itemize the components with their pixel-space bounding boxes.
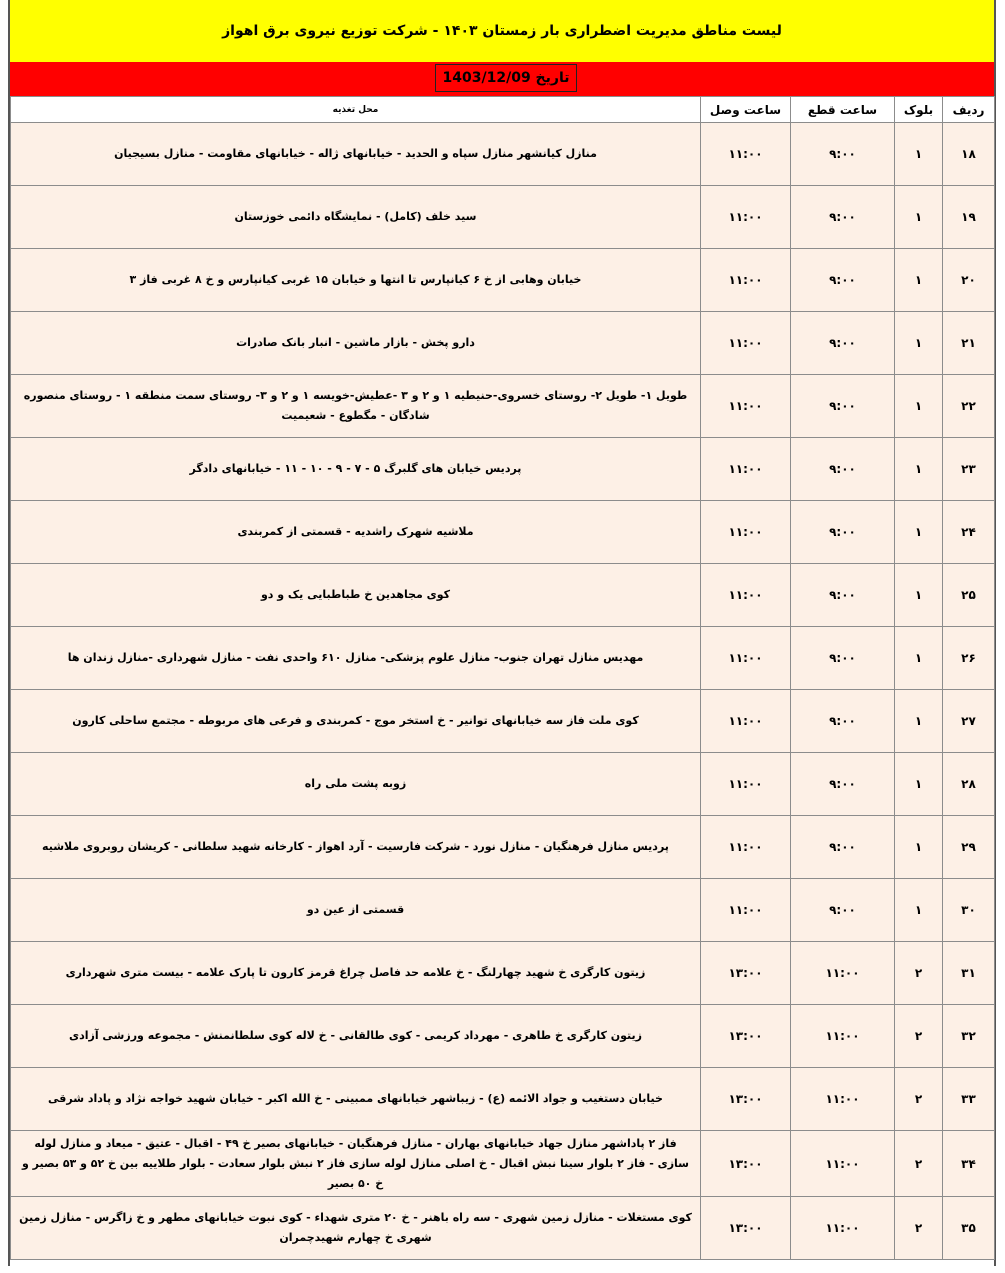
place-cell: کوی مجاهدین خ طباطبایی یک و دو bbox=[11, 564, 701, 627]
place-cell: قسمتی از عین دو bbox=[11, 879, 701, 942]
table-row bbox=[11, 375, 995, 438]
table-row bbox=[11, 564, 995, 627]
place-cell: سید خلف (کامل) - نمایشگاه دائمی خوزستان bbox=[11, 186, 701, 249]
table-row bbox=[11, 438, 995, 501]
connect-time-cell: ۱۳:۰۰ bbox=[701, 942, 791, 1005]
cut-time-cell: ۹:۰۰ bbox=[791, 312, 895, 375]
place-cell: دارو پخش - بازار ماشین - انبار بانک صادرات bbox=[11, 312, 701, 375]
block-cell: ۱ bbox=[895, 312, 943, 375]
place-cell: ملاشیه شهرک راشدیه - قسمتی از کمربندی bbox=[11, 501, 701, 564]
block-cell: ۱ bbox=[895, 438, 943, 501]
cut-time-cell: ۹:۰۰ bbox=[791, 627, 895, 690]
table-row bbox=[11, 1131, 995, 1197]
connect-time-cell: ۱۱:۰۰ bbox=[701, 627, 791, 690]
page-title: لیست مناطق مدیریت اضطراری بار زمستان ۱۴۰۳ - شرکت توزیع نیروی برق اهواز bbox=[10, 0, 994, 63]
cut-time-cell: ۹:۰۰ bbox=[791, 879, 895, 942]
cut-time-cell: ۱۱:۰۰ bbox=[791, 942, 895, 1005]
place-cell: پردیس منازل فرهنگیان - منازل نورد - شرکت فارسیت - آرد اهواز - کارخانه شهید سلطانی - کریشان روبروی ملاشیه bbox=[11, 816, 701, 879]
table-row bbox=[11, 816, 995, 879]
outage-table bbox=[10, 96, 995, 1260]
place-cell: کوی مستغلات - منازل زمین شهری - سه راه باهنر - خ ۲۰ متری شهداء - کوی نبوت خیابانهای مطهر و خ زاگرس - منازل زمین شهری خ چهارم شهیدچمران bbox=[11, 1197, 701, 1260]
cut-time-cell: ۹:۰۰ bbox=[791, 564, 895, 627]
block-cell: ۲ bbox=[895, 1068, 943, 1131]
block-cell: ۱ bbox=[895, 186, 943, 249]
header-row-no: ردیف bbox=[943, 97, 995, 123]
row-number-cell: ۳۵ bbox=[943, 1197, 995, 1260]
connect-time-cell: ۱۱:۰۰ bbox=[701, 249, 791, 312]
connect-time-cell: ۱۱:۰۰ bbox=[701, 438, 791, 501]
table-header-row bbox=[11, 97, 995, 123]
cut-time-cell: ۱۱:۰۰ bbox=[791, 1197, 895, 1260]
table-row bbox=[11, 627, 995, 690]
table-row bbox=[11, 1197, 995, 1260]
connect-time-cell: ۱۱:۰۰ bbox=[701, 501, 791, 564]
block-cell: ۱ bbox=[895, 501, 943, 564]
cut-time-cell: ۱۱:۰۰ bbox=[791, 1068, 895, 1131]
cut-time-cell: ۹:۰۰ bbox=[791, 249, 895, 312]
place-cell: مهدیس منازل تهران جنوب- منازل علوم پزشکی- منازل ۶۱۰ واحدی نفت - منازل شهرداری -منازل زندان ها bbox=[11, 627, 701, 690]
place-cell: زیتون کارگری خ شهید چهارلنگ - خ علامه حد فاصل چراغ قرمز کارون تا پارک علامه - بیست متری شهرداری bbox=[11, 942, 701, 1005]
connect-time-cell: ۱۱:۰۰ bbox=[701, 312, 791, 375]
table-row bbox=[11, 879, 995, 942]
header-place: محل تغذیه bbox=[11, 97, 701, 123]
table-row bbox=[11, 1068, 995, 1131]
block-cell: ۱ bbox=[895, 816, 943, 879]
cut-time-cell: ۹:۰۰ bbox=[791, 690, 895, 753]
table-row bbox=[11, 501, 995, 564]
connect-time-cell: ۱۱:۰۰ bbox=[701, 753, 791, 816]
header-block: بلوک bbox=[895, 97, 943, 123]
table-row bbox=[11, 690, 995, 753]
table-row bbox=[11, 249, 995, 312]
cut-time-cell: ۹:۰۰ bbox=[791, 123, 895, 186]
table-row bbox=[11, 942, 995, 1005]
connect-time-cell: ۱۱:۰۰ bbox=[701, 375, 791, 438]
row-number-cell: ۱۹ bbox=[943, 186, 995, 249]
place-cell: کوی ملت فاز سه خیابانهای توانیر - خ استخر موج - کمربندی و فرعی های مربوطه - مجتمع ساحلی کارون bbox=[11, 690, 701, 753]
table-row bbox=[11, 753, 995, 816]
place-cell: زیتون کارگری خ طاهری - مهرداد کریمی - کوی طالقانی - خ لاله کوی سلطانمنش - مجموعه ورزشی آزادی bbox=[11, 1005, 701, 1068]
cut-time-cell: ۱۱:۰۰ bbox=[791, 1005, 895, 1068]
place-cell: خیابان وهابی از خ ۶ کیانپارس تا انتها و خیابان ۱۵ غربی کیانپارس و خ ۸ غربی فاز ۳ bbox=[11, 249, 701, 312]
header-cut-time: ساعت قطع bbox=[791, 97, 895, 123]
connect-time-cell: ۱۱:۰۰ bbox=[701, 186, 791, 249]
connect-time-cell: ۱۱:۰۰ bbox=[701, 690, 791, 753]
cut-time-cell: ۹:۰۰ bbox=[791, 753, 895, 816]
date-bar bbox=[10, 62, 994, 97]
connect-time-cell: ۱۳:۰۰ bbox=[701, 1068, 791, 1131]
row-number-cell: ۲۵ bbox=[943, 564, 995, 627]
row-number-cell: ۳۱ bbox=[943, 942, 995, 1005]
table-row bbox=[11, 123, 995, 186]
row-number-cell: ۲۷ bbox=[943, 690, 995, 753]
place-cell: زوبه پشت ملی راه bbox=[11, 753, 701, 816]
row-number-cell: ۲۱ bbox=[943, 312, 995, 375]
block-cell: ۲ bbox=[895, 1197, 943, 1260]
connect-time-cell: ۱۱:۰۰ bbox=[701, 123, 791, 186]
row-number-cell: ۲۸ bbox=[943, 753, 995, 816]
row-number-cell: ۲۹ bbox=[943, 816, 995, 879]
row-number-cell: ۲۲ bbox=[943, 375, 995, 438]
row-number-cell: ۲۴ bbox=[943, 501, 995, 564]
connect-time-cell: ۱۱:۰۰ bbox=[701, 564, 791, 627]
header-connect-time: ساعت وصل bbox=[701, 97, 791, 123]
cut-time-cell: ۹:۰۰ bbox=[791, 816, 895, 879]
connect-time-cell: ۱۱:۰۰ bbox=[701, 879, 791, 942]
row-number-cell: ۳۰ bbox=[943, 879, 995, 942]
place-cell: منازل کیانشهر منازل سپاه و الحدید - خیابانهای ژاله - خیابانهای مقاومت - منازل بسیجیان bbox=[11, 123, 701, 186]
schedule-sheet bbox=[8, 0, 996, 1266]
connect-time-cell: ۱۳:۰۰ bbox=[701, 1131, 791, 1197]
block-cell: ۲ bbox=[895, 942, 943, 1005]
row-number-cell: ۱۸ bbox=[943, 123, 995, 186]
block-cell: ۱ bbox=[895, 564, 943, 627]
block-cell: ۱ bbox=[895, 879, 943, 942]
place-cell: پردیس خیابان های گلبرگ ۵ - ۷ - ۹ - ۱۰ - ۱۱ - خیابانهای دادگر bbox=[11, 438, 701, 501]
row-number-cell: ۳۲ bbox=[943, 1005, 995, 1068]
block-cell: ۱ bbox=[895, 123, 943, 186]
place-cell: طویل ۱- طویل ۲- روستای خسروی-حنیطیه ۱ و ۲ و ۳ -عطیش-خویسه ۱ و ۲ و ۳- روستای سمت منطقه ۱ - روستای منصوره شادگان - مگطوع - شعیمیت bbox=[11, 375, 701, 438]
cut-time-cell: ۹:۰۰ bbox=[791, 438, 895, 501]
row-number-cell: ۲۰ bbox=[943, 249, 995, 312]
connect-time-cell: ۱۳:۰۰ bbox=[701, 1005, 791, 1068]
cut-time-cell: ۱۱:۰۰ bbox=[791, 1131, 895, 1197]
block-cell: ۱ bbox=[895, 627, 943, 690]
block-cell: ۲ bbox=[895, 1005, 943, 1068]
row-number-cell: ۲۶ bbox=[943, 627, 995, 690]
table-row bbox=[11, 312, 995, 375]
block-cell: ۱ bbox=[895, 249, 943, 312]
date-label: تاریخ 1403/12/09 bbox=[435, 64, 577, 92]
row-number-cell: ۳۳ bbox=[943, 1068, 995, 1131]
block-cell: ۲ bbox=[895, 1131, 943, 1197]
place-cell: خیابان دستغیب و جواد الائمه (ع) - زیباشهر خیابانهای ممبینی - خ الله اکبر - خیابان شهید خواجه نژاد و پاداد شرقی bbox=[11, 1068, 701, 1131]
block-cell: ۱ bbox=[895, 375, 943, 438]
connect-time-cell: ۱۳:۰۰ bbox=[701, 1197, 791, 1260]
cut-time-cell: ۹:۰۰ bbox=[791, 501, 895, 564]
row-number-cell: ۲۳ bbox=[943, 438, 995, 501]
table-row bbox=[11, 186, 995, 249]
table-row bbox=[11, 1005, 995, 1068]
connect-time-cell: ۱۱:۰۰ bbox=[701, 816, 791, 879]
block-cell: ۱ bbox=[895, 690, 943, 753]
row-number-cell: ۳۴ bbox=[943, 1131, 995, 1197]
cut-time-cell: ۹:۰۰ bbox=[791, 186, 895, 249]
block-cell: ۱ bbox=[895, 753, 943, 816]
cut-time-cell: ۹:۰۰ bbox=[791, 375, 895, 438]
place-cell: فاز ۲ پاداشهر منازل جهاد خیابانهای بهاران - منازل فرهنگیان - خیابانهای بصیر خ ۴۹ - اقبال - عتیق - میعاد و منازل لوله سازی - فاز ۲ بلوار سینا نبش اقبال - خ اصلی منازل لوله سازی فاز ۲ نبش بلوار سعادت - بلوار طلاییه بین خ ۵۲ و ۵۳ بصیر و خ ۵۰ بصیر bbox=[11, 1131, 701, 1197]
